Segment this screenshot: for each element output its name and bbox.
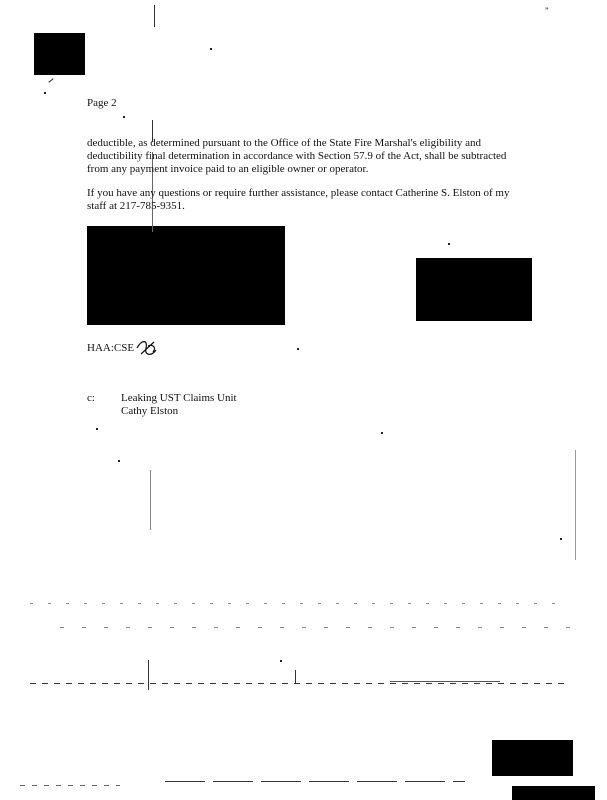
scan-dash-line	[30, 603, 570, 604]
scan-speck	[118, 460, 120, 462]
redaction-block-signature	[87, 226, 285, 325]
cc-label: c:	[87, 392, 95, 404]
body-paragraph: If you have any questions or require further assistance, please contact Catherine S. Elston of my staff at 217-785-9351.	[87, 187, 510, 212]
cc-recipient: Leaking UST Claims Unit	[121, 392, 237, 404]
corner-mark: ”	[545, 6, 549, 15]
scan-dash-line	[165, 781, 465, 782]
scan-streak	[575, 450, 576, 560]
cc-recipient: Cathy Elston	[121, 405, 179, 417]
scan-streak	[150, 470, 151, 530]
scan-dash-line	[390, 681, 500, 682]
scan-speck	[96, 428, 98, 430]
scan-speck	[44, 92, 46, 94]
scan-dash-line	[30, 683, 570, 684]
scan-dash-line	[20, 785, 120, 786]
scan-speck	[210, 48, 212, 50]
body-paragraph: deductible, as determined pursuant to the Office of the State Fire Marshal's eligibility and deductibility final determination in accordance with Section 57.9 of the Act, shall be subtracted from any payment invoice paid to an eligible owner or operator.	[87, 137, 507, 175]
scan-streak	[148, 660, 149, 690]
author-initials: HAA:CSE	[87, 342, 135, 354]
page-label: Page 2	[87, 97, 117, 109]
handwritten-initials-mark	[134, 336, 160, 360]
redaction-block-right	[416, 258, 532, 321]
redaction-block-logo	[34, 33, 85, 75]
scan-speck	[123, 116, 125, 118]
scan-speck	[381, 432, 383, 434]
scan-dash-line	[60, 627, 570, 628]
scan-streak	[154, 5, 155, 27]
scan-speck	[297, 348, 299, 350]
scan-speck	[48, 78, 53, 83]
redaction-block-footer-bar	[512, 786, 595, 800]
scan-speck	[448, 243, 450, 245]
scan-speck	[280, 660, 282, 662]
scan-speck	[560, 538, 562, 540]
scan-streak	[295, 670, 296, 684]
redaction-block-footer	[492, 740, 573, 776]
